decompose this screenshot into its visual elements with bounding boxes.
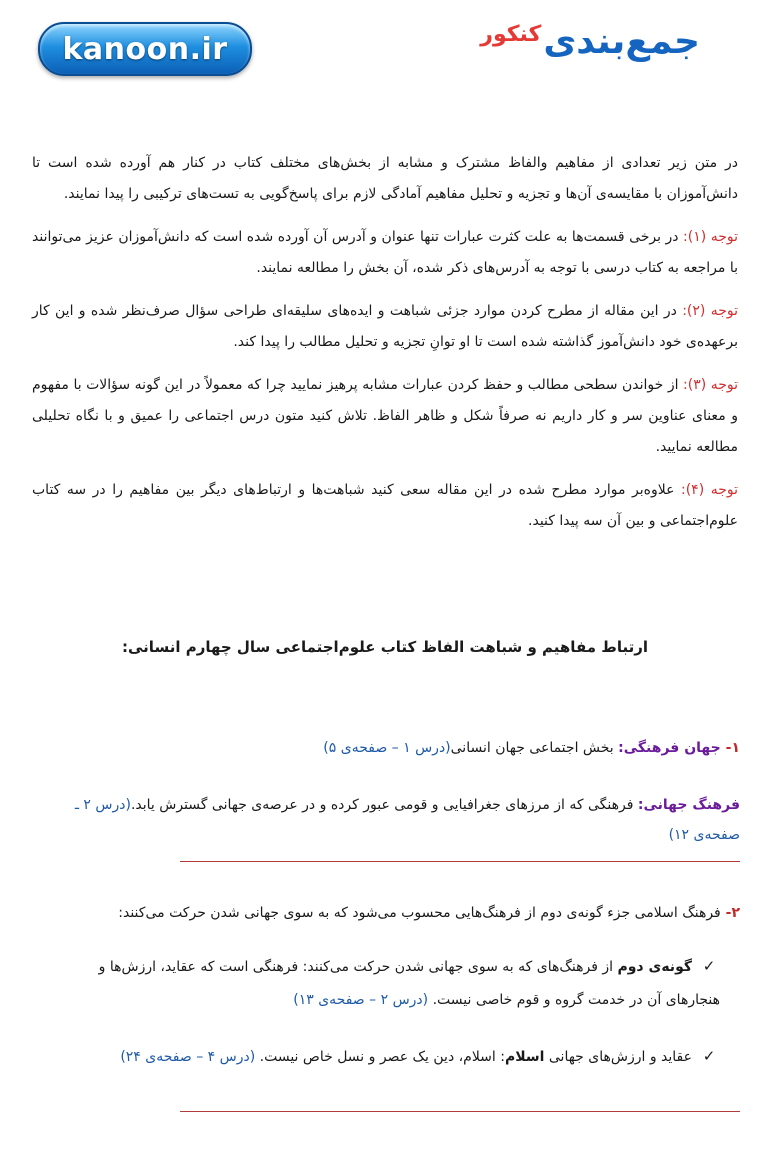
intro-paragraph: در متن زیر تعدادی از مفاهیم والفاظ مشترک و مشابه از بخش‌های مختلف کتاب در کنار هم آورده شده است تا دانش‌آموزان با مقایسه‌ی آن‌ها و تجزیه و تحلیل مفاهیم آمادگی لازم برای پاسخ‌گویی به تست‌های ترکیبی را پیدا نمایند. [32,155,738,202]
check-reference: (درس ۲ – صفحه‌ی ۱۳) [293,992,433,1008]
check-bold: گونه‌ی دوم [617,959,692,975]
note-1 [32,222,738,284]
note-text: علاوه‌بر موارد مطرح شده در این مقاله سعی کنید شباهت‌ها و ارتباط‌های دیگر بین مفاهیم را در سه کتاب علوم‌اجتماعی و بین آن سه پیدا کنید. [32,482,738,529]
note-3 [32,370,738,463]
note-text: در این مقاله از مطرح کردن موارد جزئی شباهت و ایده‌های سلیقه‌ای طراحی سؤال صرف‌نظر شده و این کار برعهده‌ی خود دانش‌آموز گذاشته شده است تا او توانِ تجزیه و تحلیل مطالب را پیدا کند. [32,303,738,350]
checkmark-icon: ✓ [702,957,716,975]
check-item-1 [40,950,720,1017]
check-text: : اسلام، دین یک عصر و نسل خاص نیست. [259,1049,505,1065]
checkmark-icon: ✓ [702,1047,716,1065]
item-reference: (درس ۱ – صفحه‌ی ۵) [323,740,451,756]
item-number: ۲- [720,905,740,921]
item-1b [30,790,740,850]
item-reference: (درس ۲ ـ صفحه‌ی ۱۲) [74,797,740,843]
kanoon-logo[interactable] [38,22,252,76]
check-bold: اسلام [504,1049,545,1065]
note-2 [32,296,738,358]
divider [180,861,740,862]
item-term: جهان فرهنگی: [618,740,721,756]
jambandi-konkur-logo [480,21,700,62]
divider [180,1111,740,1112]
item-1 [30,733,740,763]
check-item-2 [40,1040,720,1074]
logo-sub-text: کنکور [480,22,542,47]
note-label: توجه (۳): [683,377,739,393]
section-title: ارتباط مفاهیم و شباهت الفاظ کتاب علوم‌اجتماعی سال چهارم انسانی: [122,638,648,656]
logo-main-text: جمع‌بندی [543,21,700,62]
kanoon-logo-text: kanoon.ir [62,31,228,67]
item-2 [30,898,740,928]
note-text: از خواندن سطحی مطالب و حفظ کردن عبارات مشابه پرهیز نمایید چرا که معمولاً در این گونه سؤالات با مفهوم و معنای عناوین سر و کار داریم نه صرفاً شکل و ظاهر الفاظ. تلاش کنید متون درس اجتماعی را عمیق و با نگاه تحلیلی مطالعه نمایید. [32,377,738,455]
item-term: فرهنگ جهانی: [637,797,740,813]
check-pre: عقاید و ارزش‌های جهانی [544,1049,692,1065]
note-text: در برخی قسمت‌ها به علت کثرت عبارات تنها عنوان و آدرس آن آورده شده است که دانش‌آموزان عزیز می‌توانند با مراجعه به کتاب درسی با توجه به آدرس‌های ذکر شده، آن بخش را مطالعه نمایند. [32,229,738,276]
item-text: فرهنگ اسلامی جزء گونه‌ی دوم از فرهنگ‌هایی محسوب می‌شود که به سوی جهانی شدن حرکت می‌کنند: [118,905,721,921]
note-label: توجه (۴): [680,482,739,498]
note-4 [32,475,738,537]
item-text: فرهنگی که از مرزهای جغرافیایی و قومی عبور کرده و در عرصه‌ی جهانی گسترش یابد. [130,797,638,813]
intro-section [32,148,738,549]
check-text: از فرهنگ‌های که به سوی جهانی شدن حرکت می‌کنند: فرهنگی است که عقاید، ارزش‌ها و هنجارهای آن در خدمت گروه و قوم خاصی نیست. [98,959,720,1008]
item-text: بخش اجتماعی جهان انسانی [450,740,619,756]
check-reference: (درس ۴ – صفحه‌ی ۲۴) [120,1049,260,1065]
note-label: توجه (۲): [682,303,738,319]
note-label: توجه (۱): [683,229,738,245]
item-number: ۱- [720,740,740,756]
